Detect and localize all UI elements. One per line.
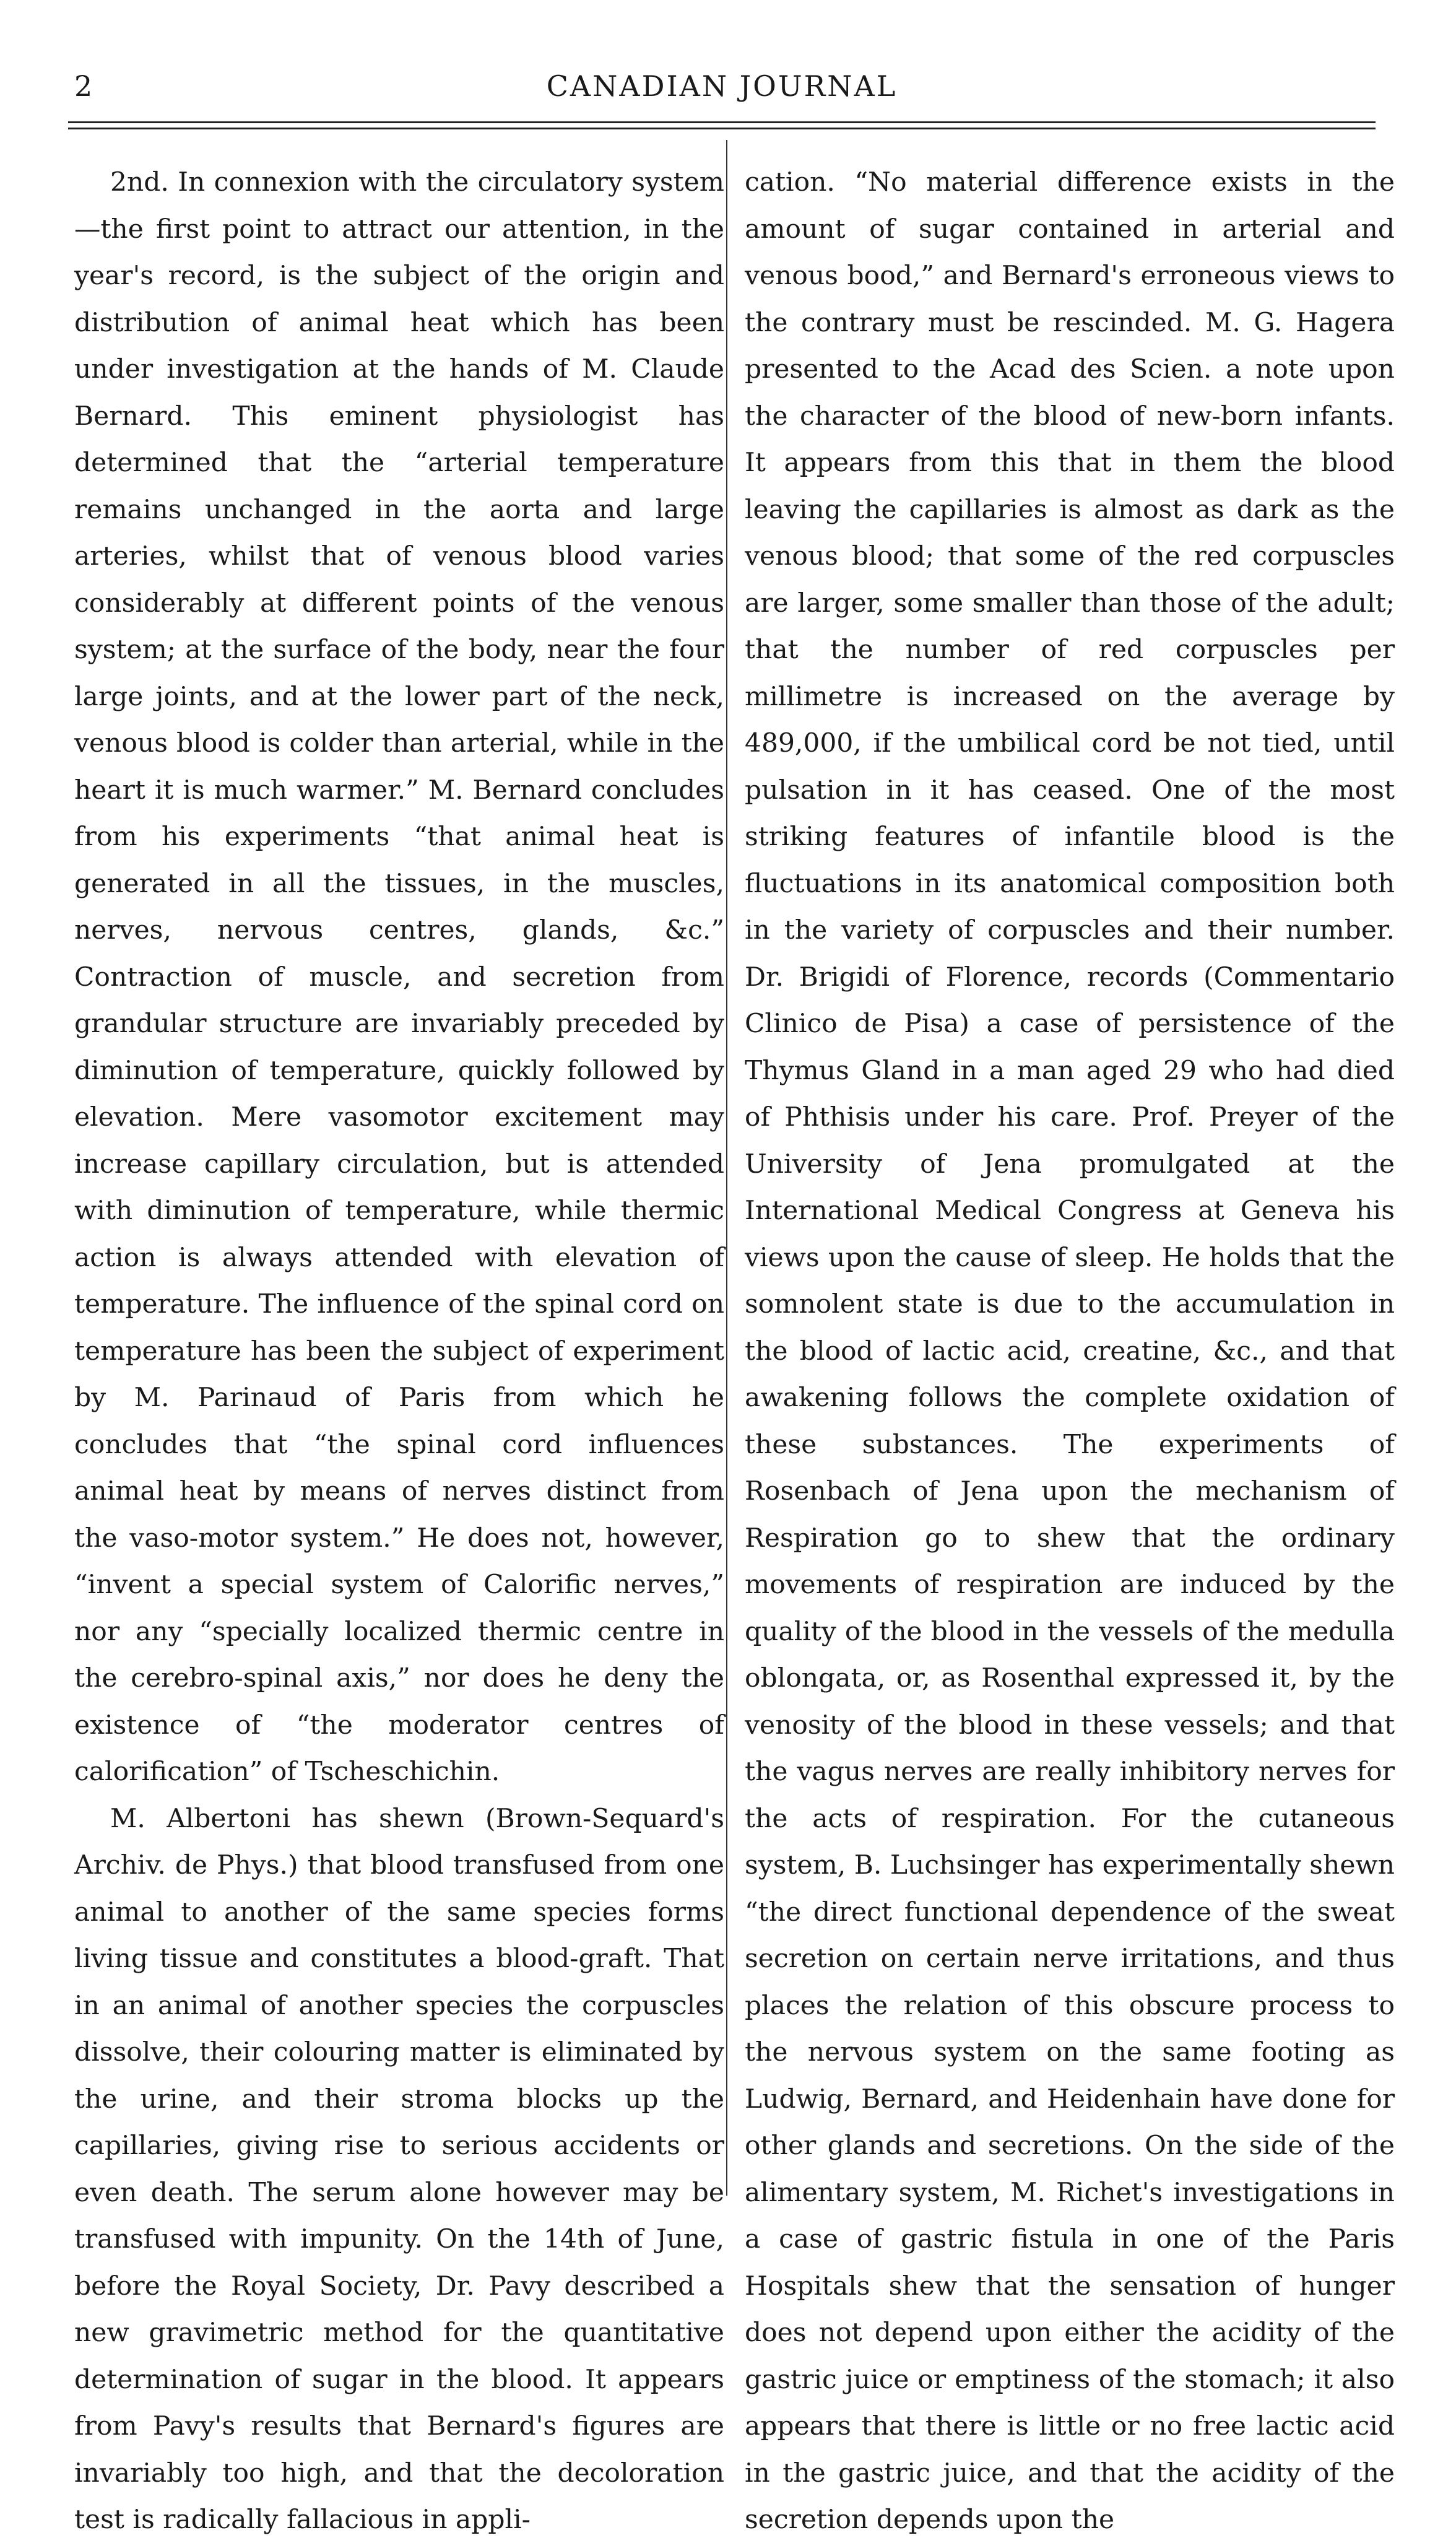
running-head: CANADIAN JOURNAL: [546, 69, 898, 103]
header-rule-bottom: [68, 128, 1376, 129]
header-rule-top: [68, 121, 1376, 123]
right-column: [745, 159, 1395, 2534]
left-paragraph-2: M. Albertoni has shewn (Brown-Sequard's Archiv. de Phys.) that blood transfused from one animal to another of the same species forms living tissue and constitutes a blood-graft. That in an animal of another species the corpuscles dissolve, their colouring matter is eliminated by the urine, and their stroma blocks up the capillaries, giving rise to serious accidents or even death. The serum alone however may be transfused with impunity. On the 14th of June, before the Royal Society, Dr. Pavy described a new gravimetric method for the quantitative determination of sugar in the blood. It appears from Pavy's results that Bernard's figures are invariably too high, and that the decoloration test is radically fallacious in appli-: [74, 1802, 724, 2534]
left-column: [74, 159, 724, 2534]
right-paragraph-1: cation. “No material difference exists in the amount of sugar contained in arterial and venous bood,” and Bernard's erroneous views to the contrary must be rescinded. M. G. Hagera presented to the Acad des Scien. a note upon the character of the blood of new-born infants. It appears from this that in them the blood leaving the capillaries is almost as dark as the venous blood; that some of the red corpuscles are larger, some smaller than those of the adult; that the number of red corpuscles per millimetre is increased on the average by 489,000, if the umbilical cord be not tied, until pulsation in it has ceased. One of the most striking features of infantile blood is the fluctuations in its anatomical composition both in the variety of corpuscles and their number. Dr. Brigidi of Florence, records (Commentario Clinico de Pisa) a case of persistence of the Thymus Gland in a man aged 29 who had died of Phthisis under his care. Prof. Preyer of the University of Jena promulgated at the International Medical Congress at Geneva his views upon the cause of sleep. He holds that the somnolent state is due to the accumulation in the blood of lactic acid, creatine, &c., and that awakening follows the complete oxidation of these substances. The experiments of Rosenbach of Jena upon the mechanism of Respiration go to shew that the ordinary movements of respiration are induced by the quality of the blood in the vessels of the medulla oblongata, or, as Rosenthal expressed it, by the venosity of the blood in these vessels; and that the vagus nerves are really inhibitory nerves for the acts of respiration. For the cutaneous system, B. Luchsinger has experimentally shewn “the direct functional dependence of the sweat secretion on certain nerve irritations, and thus places the relation of this obscure process to the nervous system on the same footing as Ludwig, Bernard, and Heidenhain have done for other glands and secretions. On the side of the alimentary system, M. Richet's investigations in a case of gastric fistula in one of the Paris Hospitals shew that the sensation of hunger does not depend upon either the acidity of the gastric juice or emptiness of the stomach; it also appears that there is little or no free lactic acid in the gastric juice, and that the acidity of the secretion depends upon the: [745, 167, 1395, 2534]
page-number: 2: [74, 69, 93, 103]
page-header: [68, 69, 1376, 107]
left-paragraph-1: 2nd. In connexion with the circulatory system—the first point to attract our attention, in the year's record, is the subject of the origin and distribution of animal heat which has been under investigation at the hands of M. Claude Bernard. This eminent physiologist has determined that the “arterial temperature remains unchanged in the aorta and large arteries, whilst that of venous blood varies considerably at different points of the venous system; at the surface of the body, near the four large joints, and at the lower part of the neck, venous blood is colder than arterial, while in the heart it is much warmer.” M. Bernard concludes from his experiments “that animal heat is generated in all the tissues, in the muscles, nerves, nervous centres, glands, &c.” Contraction of muscle, and secretion from grandular structure are invariably preceded by diminution of temperature, quickly followed by elevation. Mere vasomotor excitement may increase capillary circulation, but is attended with diminution of temperature, while thermic action is always attended with elevation of temperature. The influence of the spinal cord on temperature has been the subject of experiment by M. Parinaud of Paris from which he concludes that “the spinal cord influences animal heat by means of nerves distinct from the vaso-motor system.” He does not, however, “invent a special system of Calorific nerves,” nor any “specially localized thermic centre in the cerebro-spinal axis,” nor does he deny the existence of “the moderator centres of calorification” of Tscheschichin.: [74, 167, 724, 1786]
column-divider: [726, 140, 727, 2196]
